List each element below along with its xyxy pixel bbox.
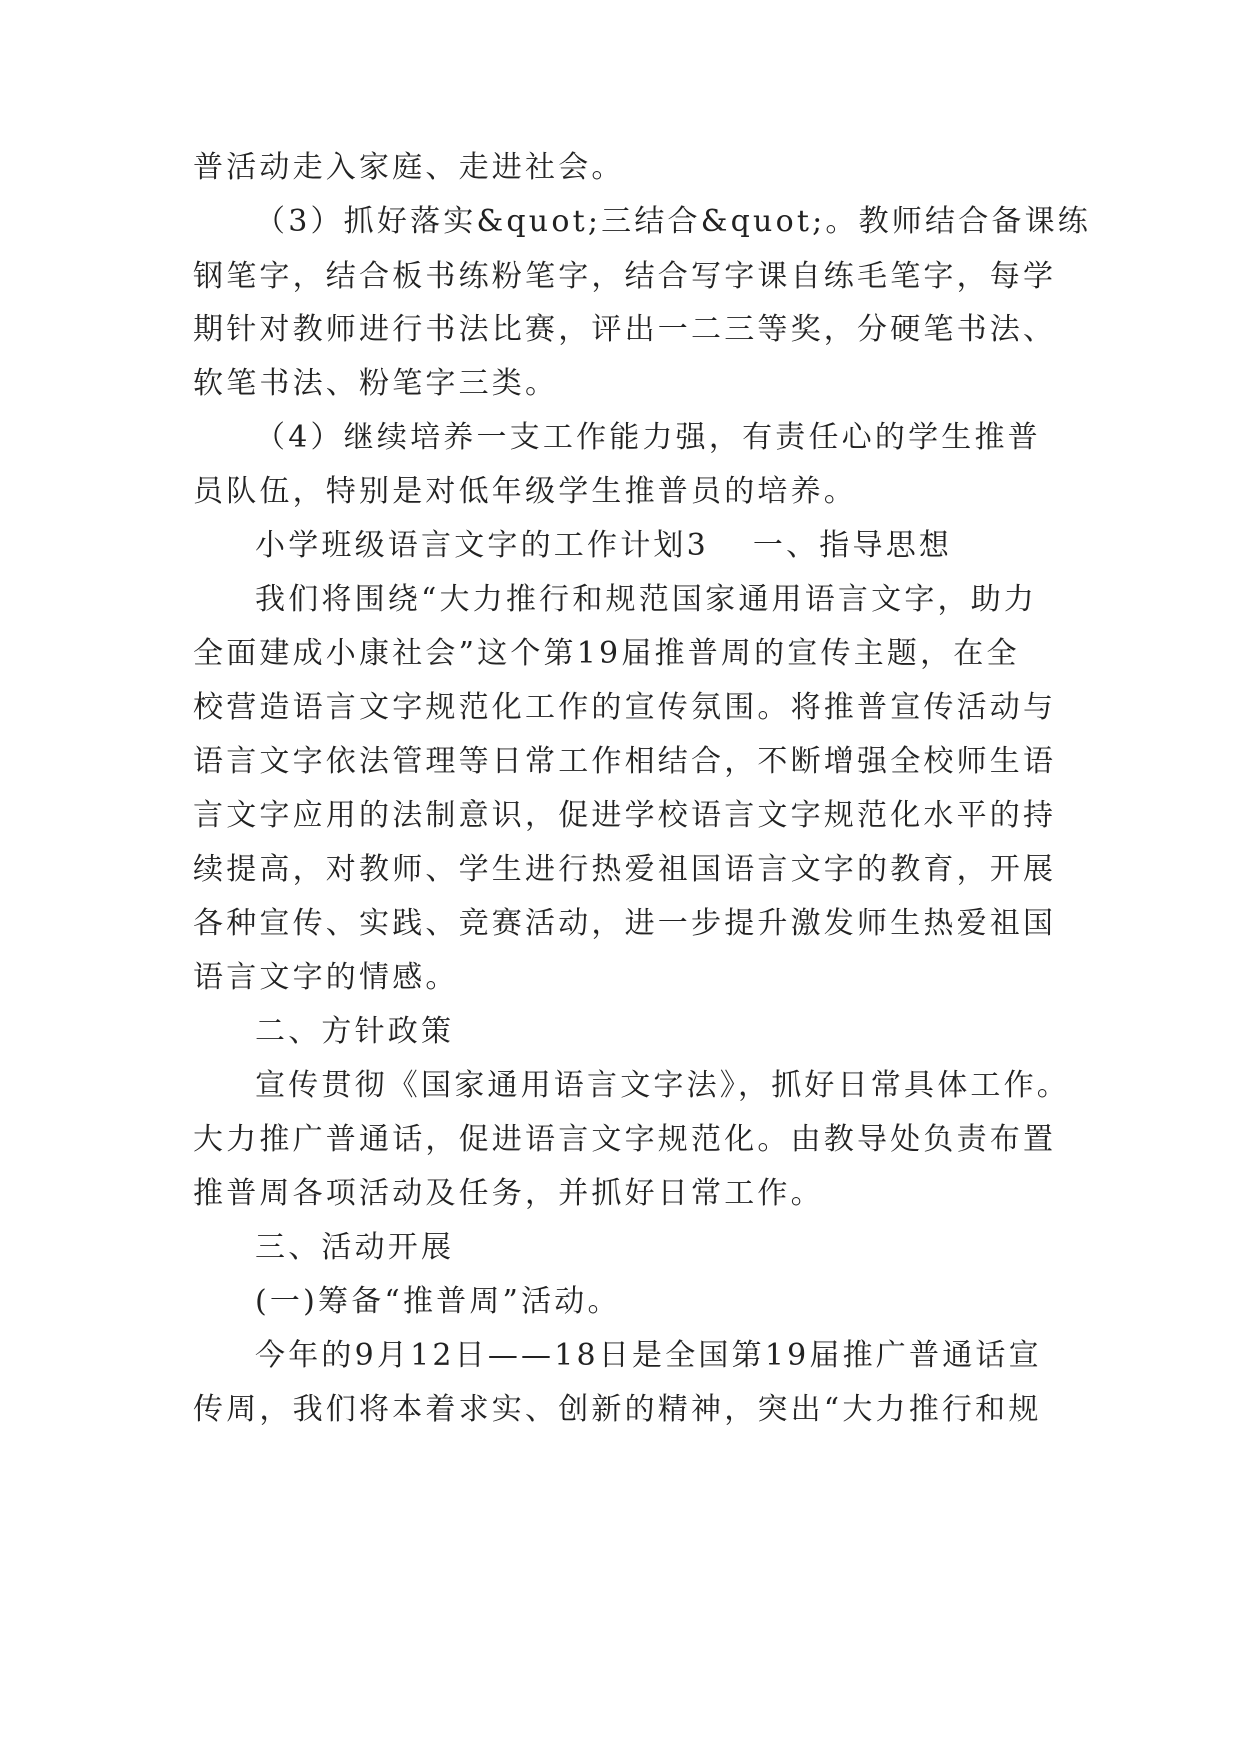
text-line: 今年的9月12日——18日是全国第19届推广普通话宣 <box>255 1338 1042 1373</box>
text-line: 员队伍，特别是对低年级学生推普员的培养。 <box>193 474 857 509</box>
text-line: （3）抓好落实&quot;三结合&quot;。教师结合备课练 <box>255 204 1091 239</box>
text-line: 推普周各项活动及任务，并抓好日常工作。 <box>193 1176 824 1211</box>
text-line: 各种宣传、实践、竞赛活动，进一步提升激发师生热爱祖国 <box>193 906 1057 941</box>
section-heading: 一、指导思想 <box>752 528 953 563</box>
text-line: 传周，我们将本着求实、创新的精神，突出“大力推行和规 <box>193 1392 1042 1427</box>
text-line: 语言文字的情感。 <box>193 960 459 995</box>
text-line: 我们将围绕“大力推行和规范国家通用语言文字，助力 <box>255 582 1038 617</box>
section-heading: 三、活动开展 <box>255 1230 455 1265</box>
subsection-heading: (一)筹备“推普周”活动。 <box>255 1284 621 1319</box>
text-line: 钢笔字，结合板书练粉笔字，结合写字课自练毛笔字，每学 <box>193 259 1057 294</box>
section-heading-line <box>255 526 952 566</box>
text-line: 续提高，对教师、学生进行热爱祖国语言文字的教育，开展 <box>193 852 1057 887</box>
text-line: 全面建成小康社会”这个第19届推普周的宣传主题，在全 <box>193 636 1020 671</box>
text-line: 软笔书法、粉笔字三类。 <box>193 366 559 401</box>
text-line: 宣传贯彻《国家通用语言文字法》，抓好日常具体工作。 <box>255 1068 1070 1103</box>
text-line: 期针对教师进行书法比赛，评出一二三等奖，分硬笔书法、 <box>193 312 1057 347</box>
text-line: （4）继续培养一支工作能力强，有责任心的学生推普 <box>255 420 1041 455</box>
plan-title: 小学班级语言文字的工作计划3 <box>255 528 709 563</box>
text-line: 言文字应用的法制意识，促进学校语言文字规范化水平的持 <box>193 798 1057 833</box>
text-line: 语言文字依法管理等日常工作相结合，不断增强全校师生语 <box>193 744 1057 779</box>
text-line: 普活动走入家庭、走进社会。 <box>193 150 625 185</box>
section-heading: 二、方针政策 <box>255 1014 455 1049</box>
text-line: 大力推广普通话，促进语言文字规范化。由教导处负责布置 <box>193 1122 1057 1157</box>
text-line: 校营造语言文字规范化工作的宣传氛围。将推普宣传活动与 <box>193 690 1057 725</box>
